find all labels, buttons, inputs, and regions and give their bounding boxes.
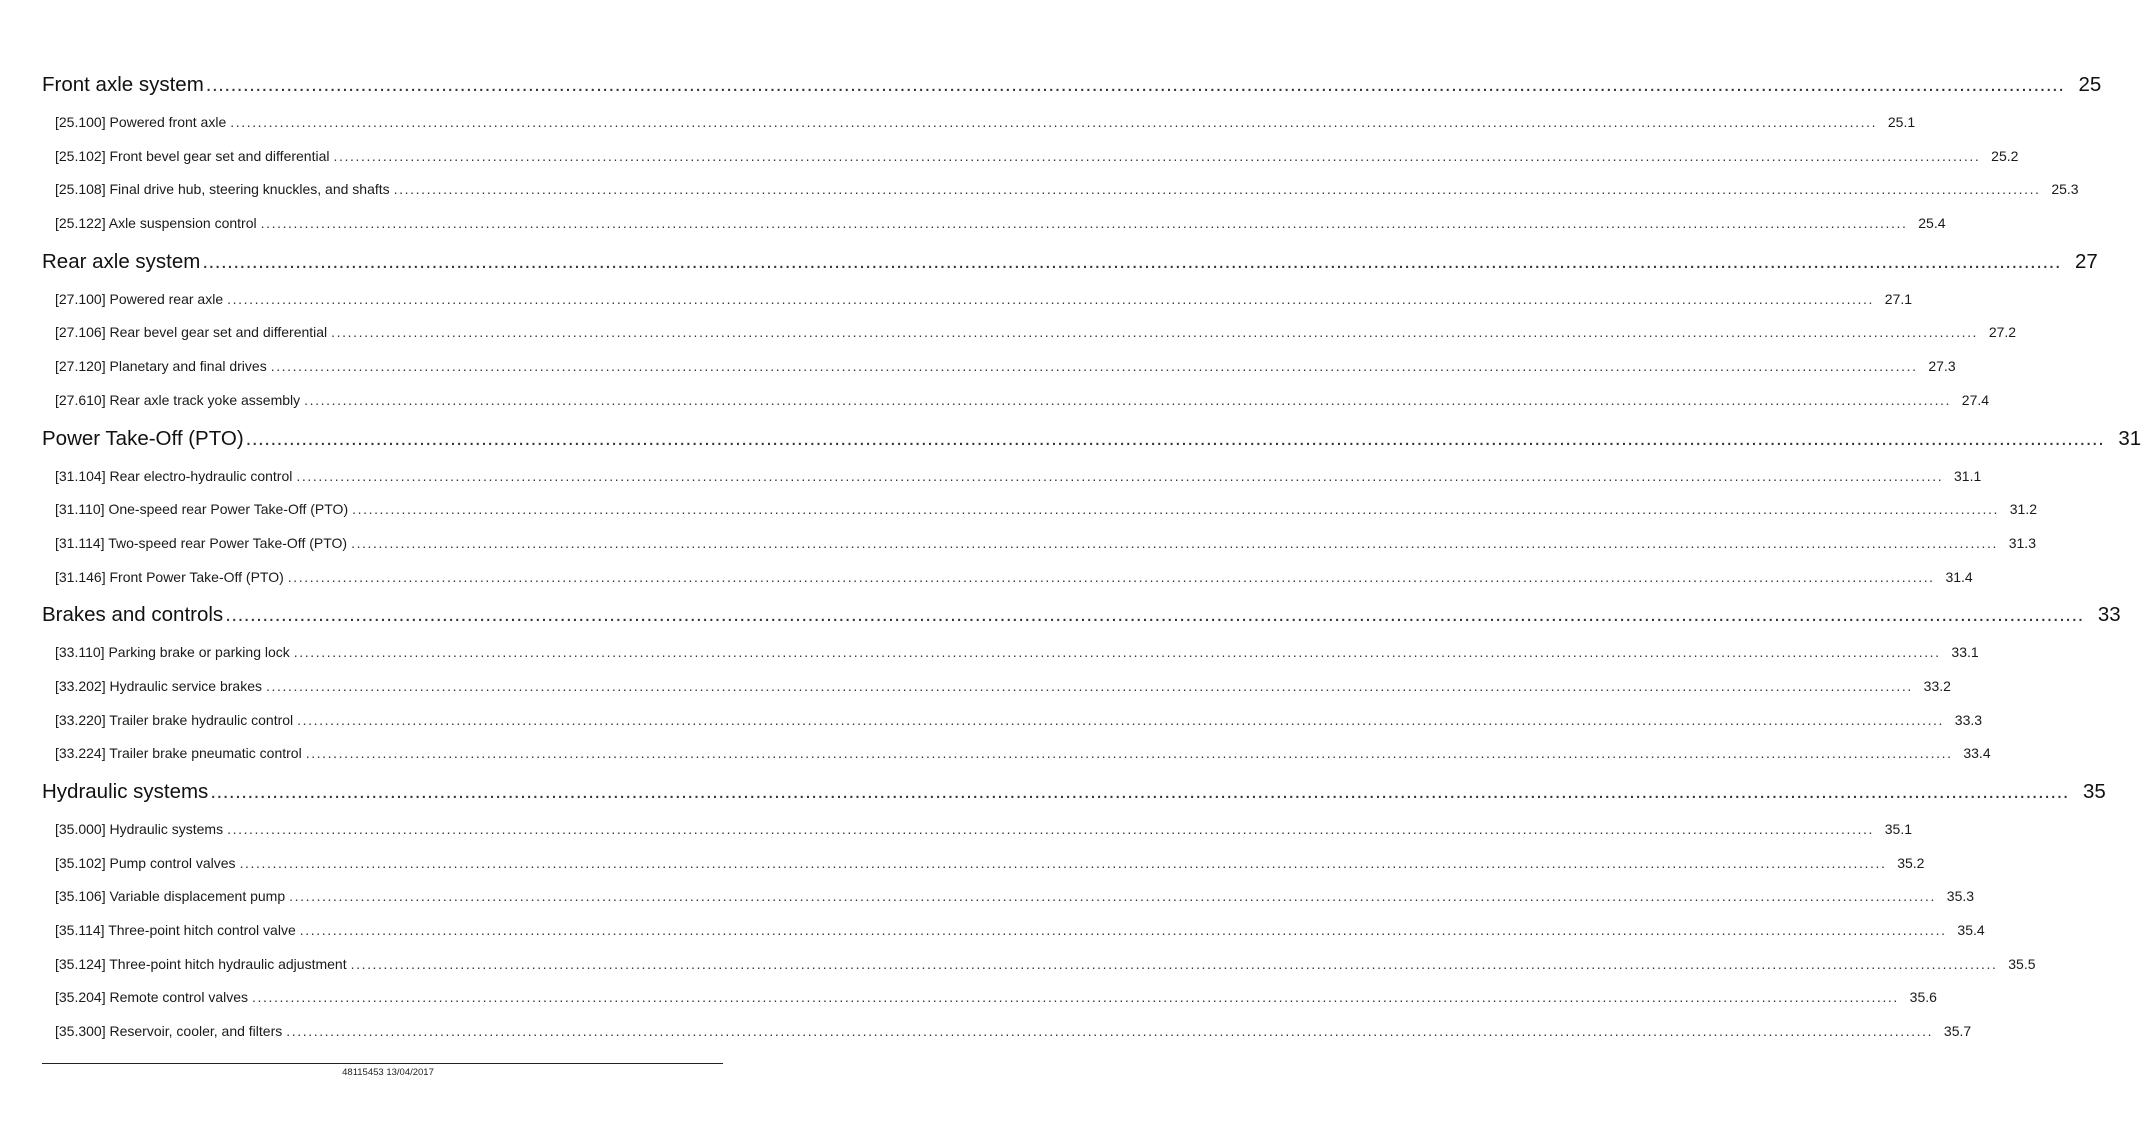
entry-label <box>55 737 302 771</box>
dot-leader: ............................................................................................................................................................................................................................................................................................................ <box>305 745 1953 762</box>
entry-label <box>55 460 292 494</box>
toc-entry[interactable] <box>42 493 2038 527</box>
toc-entry[interactable] <box>42 460 1982 494</box>
dot-leader: ............................................................................................................................................................................................................................................................................................................ <box>225 603 2084 627</box>
entry-label <box>55 1015 282 1049</box>
entry-title: One-speed rear Power Take-Off (PTO) <box>108 501 349 518</box>
toc-entry[interactable] <box>42 316 2017 350</box>
entry-page-number: 33.1 <box>1951 644 1979 661</box>
entry-title: Hydraulic systems <box>109 821 224 837</box>
entry-label <box>55 914 296 948</box>
entry-label <box>55 207 257 241</box>
footer-divider <box>42 1063 723 1064</box>
entry-page-number: 31.4 <box>1945 568 1973 585</box>
dot-leader: ............................................................................................................................................................................................................................................................................................................ <box>304 391 1952 408</box>
dot-leader: ............................................................................................................................................................................................................................................................................................................ <box>333 147 1981 164</box>
entry-code: [27.100] <box>55 290 106 307</box>
dot-leader: ............................................................................................................................................................................................................................................................................................................ <box>252 989 1899 1006</box>
entry-page-number: 31.2 <box>2009 501 2038 518</box>
entry-label <box>55 813 223 847</box>
entry-code: [35.204] <box>55 989 106 1006</box>
entry-label <box>55 140 330 174</box>
entry-title: Variable displacement pump <box>109 888 286 905</box>
entry-code: [25.108] <box>55 181 106 198</box>
entry-label <box>55 527 347 561</box>
dot-leader: ............................................................................................................................................................................................................................................................................................................ <box>245 426 2105 450</box>
entry-page-number: 27.2 <box>1988 324 2017 341</box>
dot-leader: ............................................................................................................................................................................................................................................................................................................ <box>299 922 1947 939</box>
entry-title: Front Power Take-Off (PTO) <box>109 568 284 585</box>
toc-entry[interactable] <box>42 981 1937 1015</box>
entry-page-number: 35.3 <box>1946 888 1975 905</box>
section-title: Hydraulic systems <box>42 780 209 803</box>
entry-label <box>55 561 284 595</box>
section-page-number: 31 <box>2118 426 2141 450</box>
entry-page-number: 35.5 <box>2008 955 2036 972</box>
entry-code: [31.104] <box>55 467 106 484</box>
dot-leader: ............................................................................................................................................................................................................................................................................................................ <box>286 1023 1934 1040</box>
entry-code: [35.102] <box>55 854 106 871</box>
toc-entry[interactable] <box>42 670 1951 704</box>
entry-code: [33.202] <box>55 677 106 694</box>
toc-entry[interactable] <box>42 140 2019 174</box>
table-of-contents <box>42 64 2141 1049</box>
toc-entry[interactable] <box>42 384 1990 418</box>
entry-title: Planetary and final drives <box>109 358 267 375</box>
dot-leader: ............................................................................................................................................................................................................................................................................................................ <box>227 290 1875 307</box>
dot-leader: ............................................................................................................................................................................................................................................................................................................ <box>270 358 1918 375</box>
entry-page-number: 31.1 <box>1954 467 1982 484</box>
entry-title: Parking brake or parking lock <box>108 644 290 661</box>
section-page-number: 33 <box>2097 603 2121 627</box>
entry-page-number: 27.3 <box>1928 358 1956 375</box>
entry-code: [33.110] <box>55 644 105 661</box>
toc-section-heading[interactable] <box>42 64 2102 106</box>
entry-code: [35.114] <box>55 922 105 939</box>
entry-code: [25.100] <box>55 114 106 130</box>
dot-leader: ............................................................................................................................................................................................................................................................................................................ <box>266 677 1913 694</box>
entry-code: [35.300] <box>55 1023 106 1040</box>
toc-entry[interactable] <box>42 106 1916 140</box>
entry-title: Powered rear axle <box>109 290 224 307</box>
entry-page-number: 35.2 <box>1897 854 1925 871</box>
entry-code: [25.122] <box>55 215 106 232</box>
entry-page-number: 27.1 <box>1884 290 1913 307</box>
entry-title: Powered front axle <box>109 114 227 130</box>
entry-label <box>55 283 223 317</box>
dot-leader: ............................................................................................................................................................................................................................................................................................................ <box>350 955 1998 972</box>
entry-title: Axle suspension control <box>108 215 257 232</box>
toc-entry[interactable] <box>42 914 1985 948</box>
entry-page-number: 31.3 <box>2008 534 2036 551</box>
toc-entry[interactable] <box>42 847 1925 881</box>
entry-title: Rear electro-hydraulic control <box>109 467 293 484</box>
entry-label <box>55 350 267 384</box>
toc-entry[interactable] <box>42 283 1913 317</box>
entry-label <box>55 948 347 982</box>
entry-code: [25.102] <box>55 147 106 164</box>
entry-title: Three-point hitch hydraulic adjustment <box>109 955 347 972</box>
section-page-number: 27 <box>2075 249 2098 273</box>
dot-leader: ............................................................................................................................................................................................................................................................................................................ <box>227 821 1874 837</box>
dot-leader: ............................................................................................................................................................................................................................................................................................................ <box>239 854 1887 871</box>
entry-label <box>55 847 236 881</box>
entry-page-number: 25.1 <box>1887 114 1916 130</box>
dot-leader: ............................................................................................................................................................................................................................................................................................................ <box>293 644 1941 661</box>
dot-leader: ............................................................................................................................................................................................................................................................................................................ <box>331 324 1979 341</box>
dot-leader: ............................................................................................................................................................................................................................................................................................................ <box>351 534 1998 551</box>
entry-code: [33.220] <box>55 711 106 728</box>
dot-leader: ............................................................................................................................................................................................................................................................................................................ <box>393 181 2041 198</box>
entry-code: [35.000] <box>55 821 106 837</box>
entry-label <box>55 981 248 1015</box>
entry-page-number: 25.2 <box>1991 147 2019 164</box>
toc-section-heading[interactable] <box>42 771 2106 813</box>
toc-entry[interactable] <box>42 350 1956 384</box>
dot-leader: ............................................................................................................................................................................................................................................................................................................ <box>260 215 1908 232</box>
entry-label <box>55 670 262 704</box>
toc-entry[interactable] <box>42 1015 1972 1049</box>
entry-code: [27.120] <box>55 358 106 375</box>
toc-entry[interactable] <box>42 527 2036 561</box>
dot-leader: ............................................................................................................................................................................................................................................................................................................ <box>296 467 1944 484</box>
entry-page-number: 35.4 <box>1957 922 1985 939</box>
entry-label <box>55 106 226 140</box>
toc-section-heading[interactable] <box>42 241 2098 283</box>
dot-leader: ............................................................................................................................................................................................................................................................................................................ <box>297 711 1945 728</box>
entry-label <box>55 636 290 670</box>
entry-code: [35.106] <box>55 888 106 905</box>
entry-code: [27.106] <box>55 324 106 341</box>
entry-title: Two-speed rear Power Take-Off (PTO) <box>108 534 348 551</box>
entry-title: Remote control valves <box>109 989 249 1006</box>
toc-section-heading[interactable] <box>42 594 2121 636</box>
entry-page-number: 27.4 <box>1961 391 1990 408</box>
toc-entry[interactable] <box>42 813 1912 847</box>
toc-entry[interactable] <box>42 207 1946 241</box>
entry-label <box>55 316 327 350</box>
entry-label <box>55 880 285 914</box>
dot-leader: ............................................................................................................................................................................................................................................................................................................ <box>205 73 2065 96</box>
entry-code: [31.110] <box>55 501 105 518</box>
section-title: Power Take-Off (PTO) <box>42 426 244 450</box>
dot-leader: ............................................................................................................................................................................................................................................................................................................ <box>210 780 2069 803</box>
section-title: Rear axle system <box>42 249 201 273</box>
section-page-number: 35 <box>2082 780 2106 803</box>
entry-label <box>55 384 300 418</box>
dot-leader: ............................................................................................................................................................................................................................................................................................................ <box>202 249 2062 273</box>
entry-label <box>55 493 348 527</box>
entry-title: Final drive hub, steering knuckles, and shafts <box>109 181 390 198</box>
entry-title: Trailer brake pneumatic control <box>109 745 302 762</box>
toc-entry[interactable] <box>42 561 1973 595</box>
entry-label <box>55 173 390 207</box>
entry-code: [35.124] <box>55 955 106 972</box>
entry-code: [33.224] <box>55 745 106 762</box>
entry-label <box>55 704 293 738</box>
toc-entry[interactable] <box>42 880 1975 914</box>
entry-code: [31.146] <box>55 568 106 585</box>
entry-page-number: 33.2 <box>1923 677 1951 694</box>
dot-leader: ............................................................................................................................................................................................................................................................................................................ <box>287 568 1935 585</box>
entry-page-number: 25.4 <box>1918 215 1946 232</box>
entry-title: Trailer brake hydraulic control <box>109 711 294 728</box>
dot-leader: ............................................................................................................................................................................................................................................................................................................ <box>352 501 2000 518</box>
entry-title: Front bevel gear set and differential <box>109 147 330 164</box>
entry-page-number: 35.6 <box>1909 989 1937 1006</box>
entry-title: Reservoir, cooler, and filters <box>109 1023 283 1040</box>
toc-entry[interactable] <box>42 636 1979 670</box>
section-page-number: 25 <box>2078 73 2102 96</box>
entry-code: [27.610] <box>55 391 106 408</box>
entry-code: [31.114] <box>55 534 105 551</box>
entry-title: Hydraulic service brakes <box>109 677 262 694</box>
toc-entry[interactable] <box>42 704 1983 738</box>
dot-leader: ............................................................................................................................................................................................................................................................................................................ <box>289 888 1937 905</box>
entry-title: Pump control valves <box>109 854 236 871</box>
entry-page-number: 35.7 <box>1943 1023 1972 1040</box>
entry-title: Rear axle track yoke assembly <box>109 391 301 408</box>
entry-page-number: 33.4 <box>1963 745 1991 762</box>
section-title: Brakes and controls <box>42 603 224 627</box>
footer-document-id: 48115453 13/04/2017 <box>342 1067 434 1078</box>
entry-title: Three-point hitch control valve <box>108 922 296 939</box>
toc-entry[interactable] <box>42 948 2036 982</box>
toc-section-heading[interactable] <box>42 418 2141 460</box>
entry-page-number: 33.3 <box>1954 711 1983 728</box>
entry-title: Rear bevel gear set and differential <box>109 324 328 341</box>
entry-page-number: 25.3 <box>2051 181 2079 198</box>
toc-entry[interactable] <box>42 737 1991 771</box>
toc-entry[interactable] <box>42 173 2079 207</box>
section-title: Front axle system <box>42 73 204 96</box>
entry-page-number: 35.1 <box>1884 821 1912 837</box>
dot-leader: ............................................................................................................................................................................................................................................................................................................ <box>230 114 1878 130</box>
